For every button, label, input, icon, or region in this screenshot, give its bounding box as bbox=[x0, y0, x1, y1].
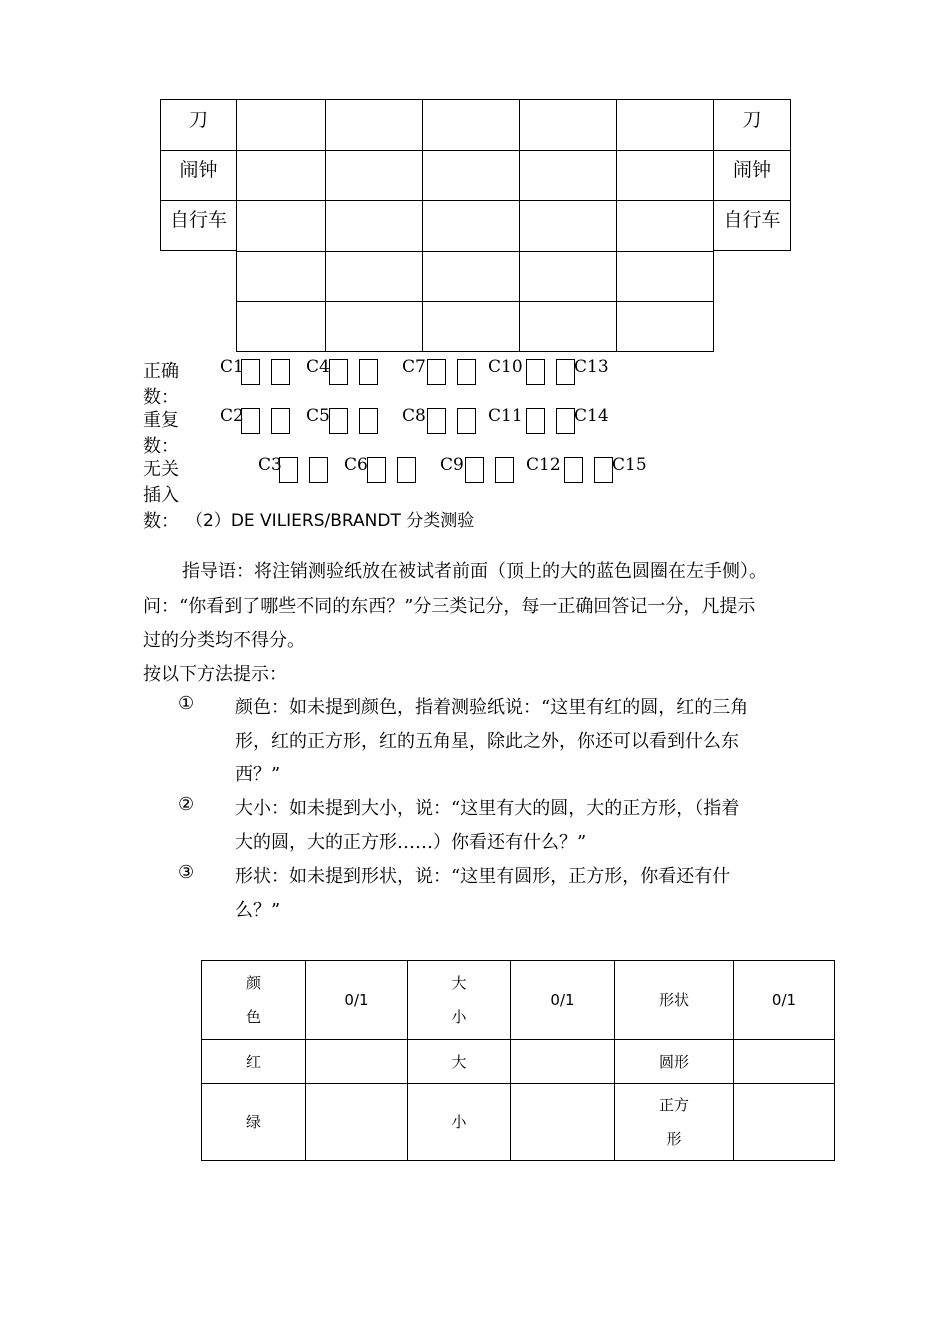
grid-cell[interactable] bbox=[519, 150, 617, 201]
prompt-line: 么？” bbox=[235, 900, 281, 921]
grid-label-right: 自行车 bbox=[723, 209, 781, 231]
table-cell: 0/1 bbox=[733, 960, 835, 1040]
instruction-line: 问：“你看到了哪些不同的东西？”分三类记分，每一正确回答记一分，凡提示 bbox=[143, 596, 756, 617]
score-entry-cell[interactable] bbox=[733, 1083, 835, 1161]
grid-cell[interactable] bbox=[236, 301, 326, 352]
table-cell: 大 bbox=[407, 1039, 511, 1084]
grid-cell[interactable] bbox=[422, 251, 520, 302]
prompt-line: 颜色：如未提到颜色，指着测验纸说：“这里有红的圆，红的三角 bbox=[235, 697, 749, 718]
score-entry-cell[interactable] bbox=[305, 1039, 408, 1084]
grid-label-left: 闹钟 bbox=[179, 159, 218, 181]
code-label: C7 bbox=[402, 357, 426, 377]
score-box[interactable] bbox=[309, 457, 328, 483]
score-label: 正确数： bbox=[143, 361, 179, 408]
grid-cell[interactable] bbox=[616, 99, 714, 151]
code-label: C5 bbox=[306, 406, 330, 426]
prompt-line: 西？” bbox=[235, 764, 281, 785]
score-box[interactable] bbox=[397, 457, 416, 483]
grid-cell[interactable] bbox=[236, 99, 326, 151]
table-cell: 0/1 bbox=[510, 960, 615, 1040]
grid-cell[interactable] bbox=[616, 150, 714, 201]
score-box[interactable] bbox=[367, 457, 386, 483]
grid-cell[interactable] bbox=[422, 150, 520, 201]
grid-cell[interactable] bbox=[236, 150, 326, 201]
grid-cell[interactable] bbox=[422, 301, 520, 352]
code-label: C4 bbox=[306, 357, 330, 377]
score-label: 重复数： bbox=[143, 410, 179, 457]
score-box[interactable] bbox=[495, 457, 514, 483]
grid-cell[interactable] bbox=[616, 251, 714, 302]
score-box[interactable] bbox=[241, 359, 260, 385]
score-box[interactable] bbox=[359, 359, 378, 385]
score-box[interactable] bbox=[526, 359, 545, 385]
code-label: C9 bbox=[440, 455, 464, 475]
grid-label-left: 自行车 bbox=[169, 209, 227, 231]
grid-cell[interactable] bbox=[325, 99, 423, 151]
score-entry-cell[interactable] bbox=[733, 1039, 835, 1084]
code-label: C3 bbox=[258, 455, 282, 475]
score-box[interactable] bbox=[271, 408, 290, 434]
score-entry-cell[interactable] bbox=[510, 1083, 615, 1161]
table-cell: 小 bbox=[407, 1083, 511, 1161]
code-label: C1 bbox=[220, 357, 244, 377]
score-box[interactable] bbox=[329, 359, 348, 385]
grid-cell[interactable] bbox=[236, 251, 326, 302]
table-cell: 正方 形 bbox=[614, 1083, 734, 1161]
score-box[interactable] bbox=[594, 457, 613, 483]
grid-cell[interactable] bbox=[616, 301, 714, 352]
score-box[interactable] bbox=[465, 457, 484, 483]
grid-label-right: 刀 bbox=[742, 109, 762, 131]
grid-cell[interactable] bbox=[422, 99, 520, 151]
score-entry-cell[interactable] bbox=[510, 1039, 615, 1084]
grid-cell[interactable] bbox=[519, 200, 617, 252]
score-box[interactable] bbox=[271, 359, 290, 385]
table-cell: 绿 bbox=[201, 1083, 306, 1161]
prompt-line: 形，红的正方形，红的五角星，除此之外，你还可以看到什么东 bbox=[235, 731, 739, 752]
grid-label-left: 刀 bbox=[188, 109, 208, 131]
score-box[interactable] bbox=[457, 408, 476, 434]
score-box[interactable] bbox=[427, 359, 446, 385]
grid-cell[interactable] bbox=[325, 301, 423, 352]
grid-cell[interactable] bbox=[519, 251, 617, 302]
prompt-marker: ③ bbox=[178, 862, 195, 883]
score-box[interactable] bbox=[241, 408, 260, 434]
code-label: C6 bbox=[344, 455, 368, 475]
score-box[interactable] bbox=[556, 359, 575, 385]
code-label: C2 bbox=[220, 406, 244, 426]
code-label: C15 bbox=[612, 455, 647, 475]
code-label: C10 bbox=[488, 357, 523, 377]
prompt-marker: ② bbox=[178, 794, 195, 815]
table-cell: 红 bbox=[201, 1039, 306, 1084]
score-box[interactable] bbox=[427, 408, 446, 434]
grid-cell[interactable] bbox=[325, 251, 423, 302]
grid-cell[interactable] bbox=[422, 200, 520, 252]
table-cell: 形状 bbox=[614, 960, 734, 1040]
grid-cell[interactable] bbox=[519, 99, 617, 151]
grid-cell[interactable] bbox=[325, 200, 423, 252]
code-label: C11 bbox=[488, 406, 523, 426]
score-box[interactable] bbox=[526, 408, 545, 434]
score-box[interactable] bbox=[564, 457, 583, 483]
prompt-line: 大的圆，大的正方形……）你看还有什么？” bbox=[235, 832, 587, 853]
grid-label-right: 闹钟 bbox=[732, 159, 771, 181]
grid-cell[interactable] bbox=[616, 200, 714, 252]
score-entry-cell[interactable] bbox=[305, 1083, 408, 1161]
score-box[interactable] bbox=[329, 408, 348, 434]
section-heading: （2）DE VILIERS/BRANDT 分类测验 bbox=[186, 511, 475, 531]
grid-cell[interactable] bbox=[236, 200, 326, 252]
table-cell: 圆形 bbox=[614, 1039, 734, 1084]
score-box[interactable] bbox=[279, 457, 298, 483]
grid-cell[interactable] bbox=[325, 150, 423, 201]
prompt-marker: ① bbox=[178, 693, 195, 714]
code-label: C13 bbox=[574, 357, 609, 377]
code-label: C12 bbox=[526, 455, 561, 475]
score-box[interactable] bbox=[359, 408, 378, 434]
score-box[interactable] bbox=[556, 408, 575, 434]
score-box[interactable] bbox=[457, 359, 476, 385]
grid-cell[interactable] bbox=[519, 301, 617, 352]
table-cell: 大 小 bbox=[407, 960, 511, 1040]
score-label: 无关插入数： bbox=[143, 459, 179, 532]
prompt-line: 大小：如未提到大小，说：“这里有大的圆，大的正方形，（指着 bbox=[235, 798, 740, 819]
table-cell: 0/1 bbox=[305, 960, 408, 1040]
code-label: C14 bbox=[574, 406, 609, 426]
instruction-line: 指导语：将注销测验纸放在被试者前面（顶上的大的蓝色圆圈在左手侧）。 bbox=[182, 561, 767, 582]
instruction-line: 按以下方法提示： bbox=[143, 664, 287, 685]
prompt-line: 形状：如未提到形状，说：“这里有圆形，正方形，你看还有什 bbox=[235, 866, 731, 887]
code-label: C8 bbox=[402, 406, 426, 426]
instruction-line: 过的分类均不得分。 bbox=[143, 630, 305, 651]
table-cell: 颜 色 bbox=[201, 960, 306, 1040]
